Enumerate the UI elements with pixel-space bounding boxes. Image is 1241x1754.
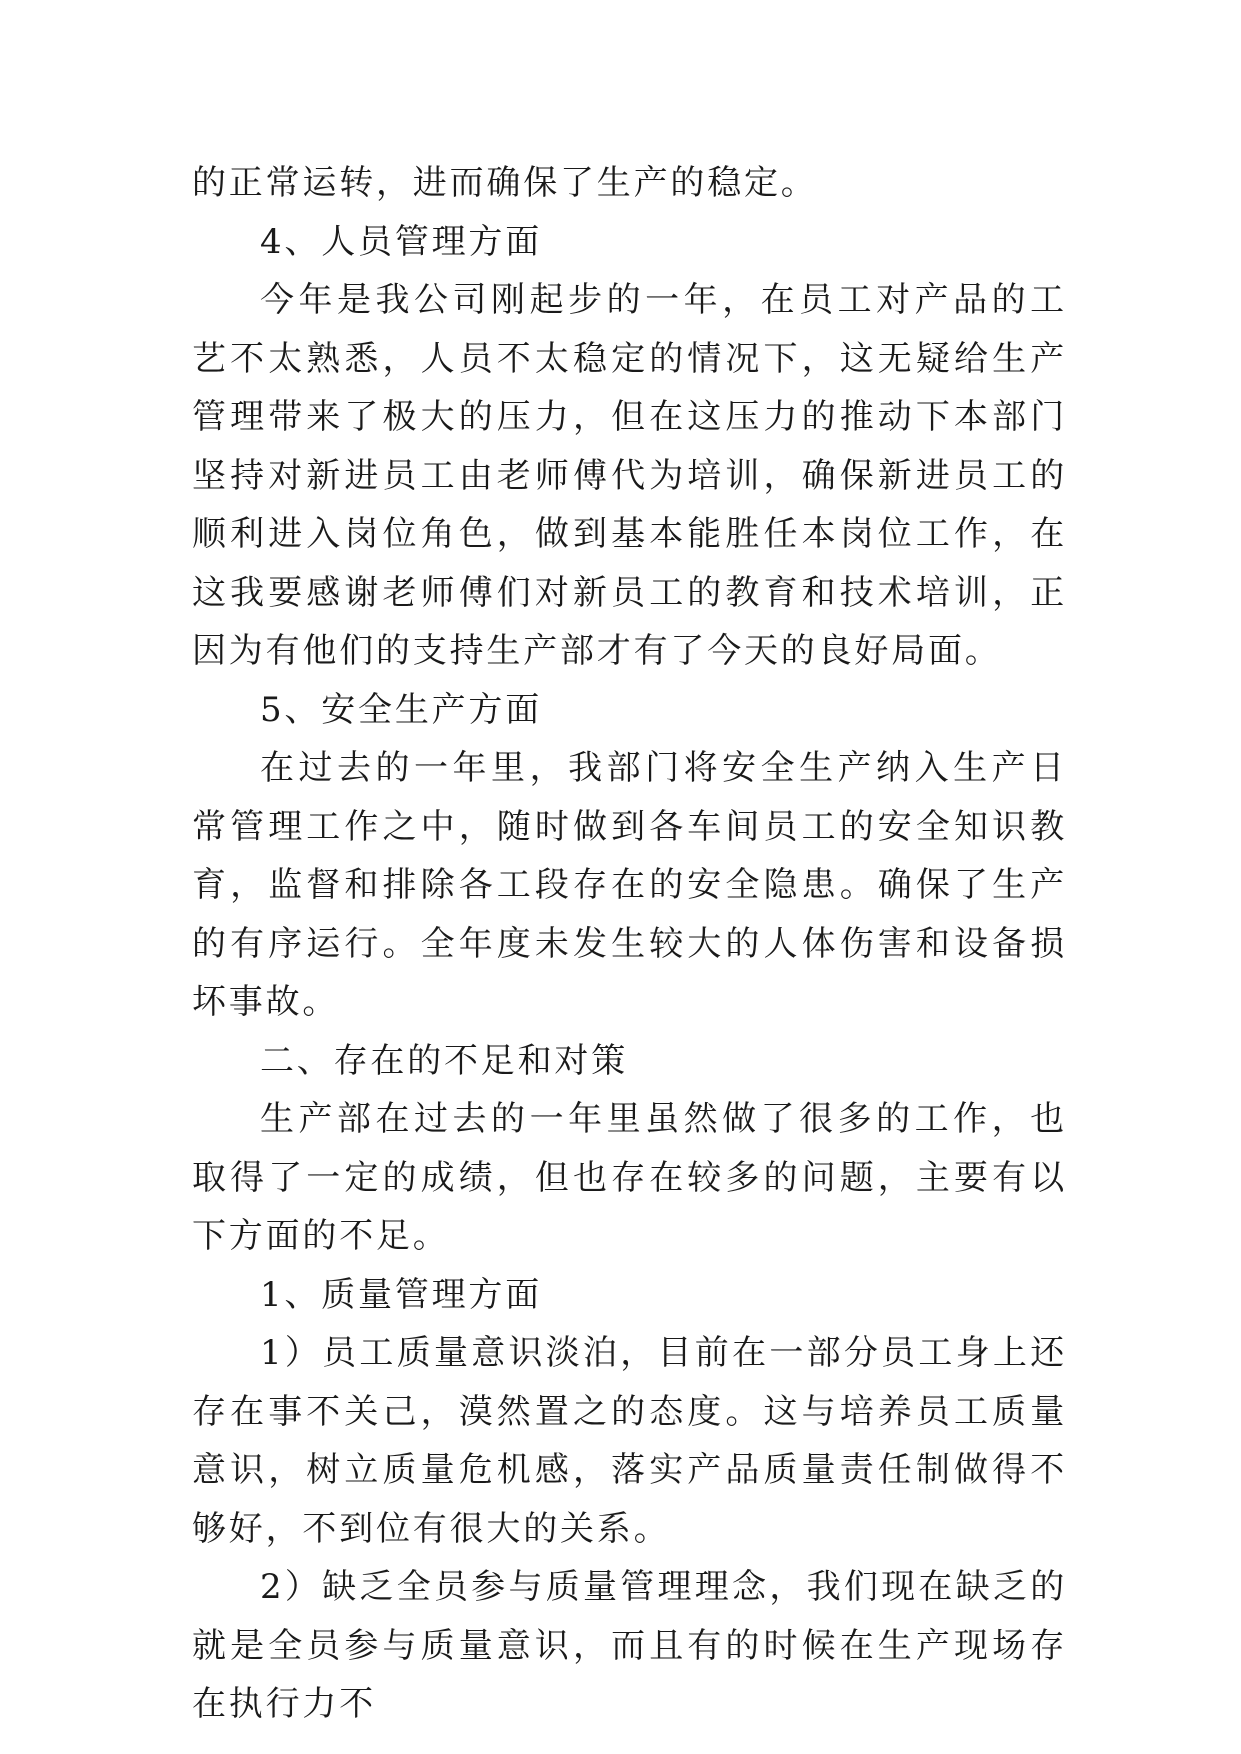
paragraph-safety: 在过去的一年里，我部门将安全生产纳入生产日常管理工作之中，随时做到各车间员工的安全知识教育，监督和排除各工段存在的安全隐患。确保了生产的有序运行。全年度未发生较大的人体伤害和设备损坏事故。: [192, 748, 1067, 1022]
paragraph-personnel: 今年是我公司刚起步的一年，在员工对产品的工艺不太熟悉，人员不太稳定的情况下，这无疑给生产管理带来了极大的压力，但在这压力的推动下本部门坚持对新进员工由老师傅代为培训，确保新进员工的顺利进入岗位角色，做到基本能胜任本岗位工作，在这我要感谢老师傅们对新员工的教育和技术培训，正因为有他们的支持生产部才有了今天的良好局面。: [192, 280, 1067, 671]
document-body: [192, 154, 1067, 1734]
section-heading-shortcomings: 二、存在的不足和对策: [260, 1040, 628, 1081]
paragraph-continuation: 的正常运转，进而确保了生产的稳定。: [192, 163, 818, 203]
section-heading-safety: 5、安全生产方面: [260, 689, 543, 730]
section-heading-personnel: 4、人员管理方面: [260, 221, 543, 262]
section-heading-quality: 1、质量管理方面: [260, 1274, 543, 1315]
paragraph-quality-2: 2）缺乏全员参与质量管理理念，我们现在缺乏的就是全员参与质量意识，而且有的时候在生产现场存在执行力不: [192, 1567, 1067, 1724]
paragraph-quality-1: 1）员工质量意识淡泊，目前在一部分员工身上还存在事不关己，漠然置之的态度。这与培养员工质量意识，树立质量危机感，落实产品质量责任制做得不够好，不到位有很大的关系。: [192, 1333, 1067, 1549]
paragraph-shortcomings-intro: 生产部在过去的一年里虽然做了很多的工作，也取得了一定的成绩，但也存在较多的问题，主要有以下方面的不足。: [192, 1099, 1067, 1256]
